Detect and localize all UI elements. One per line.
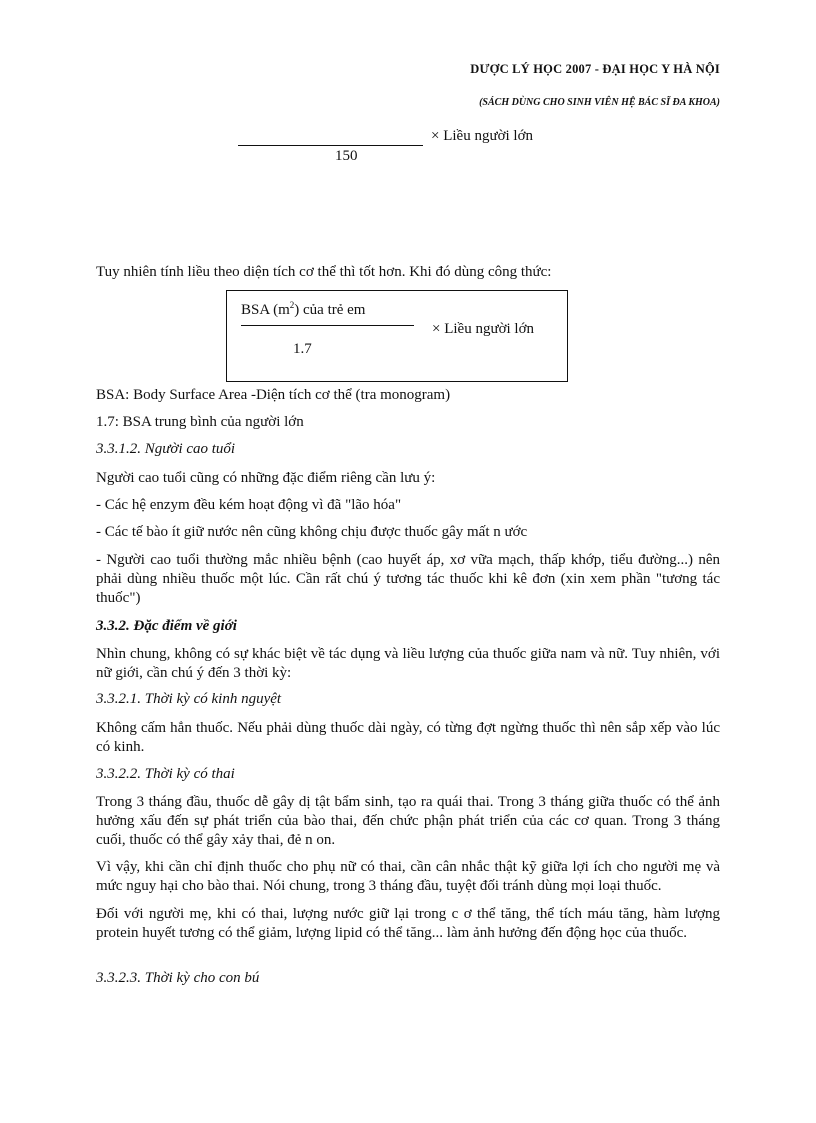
formula-1-denominator: 150	[335, 148, 358, 164]
paragraph: Không cấm hẳn thuốc. Nếu phải dùng thuốc dài ngày, có từng đợt ngừng thuốc thì nên sắp xếp vào lúc có kinh.	[96, 720, 720, 755]
formula-1-times-text: × Liều người lớn	[431, 128, 534, 144]
section-heading-3323: 3.3.2.3. Thời kỳ cho con bú	[96, 970, 260, 986]
formula-2-times-text: × Liều người lớn	[432, 321, 535, 337]
intro-paragraph: Tuy nhiên tính liều theo diện tích cơ thể thì tốt hơn. Khi đó dùng công thức:	[96, 264, 552, 280]
formula-2-numerator-prefix: BSA (m	[241, 302, 290, 318]
paragraph: Trong 3 tháng đầu, thuốc dễ gây dị tật bẩm sinh, tạo ra quái thai. Trong 3 tháng giữa thuốc có thể ảnh hưởng xấu đến sự phát triển của bào thai, đến chức phận phát triển của các cơ quan. Trong 3 tháng cuối, thuốc có thể gây xảy thai, đẻ n on.	[96, 794, 720, 848]
list-item: - Các tế bào ít giữ nước nên cũng không chịu được thuốc gây mất n ước	[96, 524, 528, 540]
paragraph: Đối với người mẹ, khi có thai, lượng nước giữ lại trong c ơ thể tăng, thể tích máu tăng, hàm lượng protein huyết tương có thể giảm, lượng lipid có thể tăng... làm ảnh hưởng đến động học của thuốc.	[96, 906, 720, 941]
section-heading-3322: 3.3.2.2. Thời kỳ có thai	[96, 766, 235, 782]
paragraph: Nhìn chung, không có sự khác biệt về tác dụng và liều lượng của thuốc giữa nam và nữ. Tuy nhiên, với nữ giới, cần chú ý đến 3 thời kỳ:	[96, 646, 720, 681]
bsa-average: 1.7: BSA trung bình của người lớn	[96, 414, 304, 430]
list-item: - Người cao tuổi thường mắc nhiều bệnh (cao huyết áp, xơ vữa mạch, thấp khớp, tiểu đường...) nên phải dùng nhiều thuốc một lúc. Cần rất chú ý tương tác thuốc khi kê đơn (xin xem phần "tương tác thuốc")	[96, 552, 720, 606]
formula-2-numerator	[241, 300, 365, 319]
formula-2-box	[226, 290, 568, 382]
bsa-definition: BSA: Body Surface Area -Diện tích cơ thể (tra monogram)	[96, 387, 451, 403]
fraction-bar	[241, 325, 414, 326]
page-header-subtitle: (SÁCH DÙNG CHO SINH VIÊN HỆ BÁC SĨ ĐA KHOA)	[479, 97, 720, 108]
section-heading-3321: 3.3.2.1. Thời kỳ có kinh nguyệt	[96, 691, 282, 707]
formula-2-denominator: 1.7	[293, 341, 312, 357]
section-heading-3312: 3.3.1.2. Người cao tuổi	[96, 441, 236, 457]
paragraph: Người cao tuổi cũng có những đặc điểm riêng cần lưu ý:	[96, 470, 436, 486]
section-heading-332: 3.3.2. Đặc điểm về giới	[96, 618, 237, 634]
formula-2-exponent: 2	[289, 300, 295, 310]
paragraph: Vì vậy, khi cần chỉ định thuốc cho phụ nữ có thai, cần cân nhắc thật kỹ giữa lợi ích cho người mẹ và mức nguy hại cho bào thai. Nói chung, trong 3 tháng đầu, tuyệt đối tránh dùng mọi loại thuốc.	[96, 859, 720, 894]
page-header-title: DƯỢC LÝ HỌC 2007 - ĐẠI HỌC Y HÀ NỘI	[470, 62, 720, 76]
list-item: - Các hệ enzym đều kém hoạt động vì đã "lão hóa"	[96, 497, 402, 513]
formula-2-numerator-suffix: ) của trẻ em	[294, 302, 366, 318]
fraction-bar	[238, 145, 423, 146]
